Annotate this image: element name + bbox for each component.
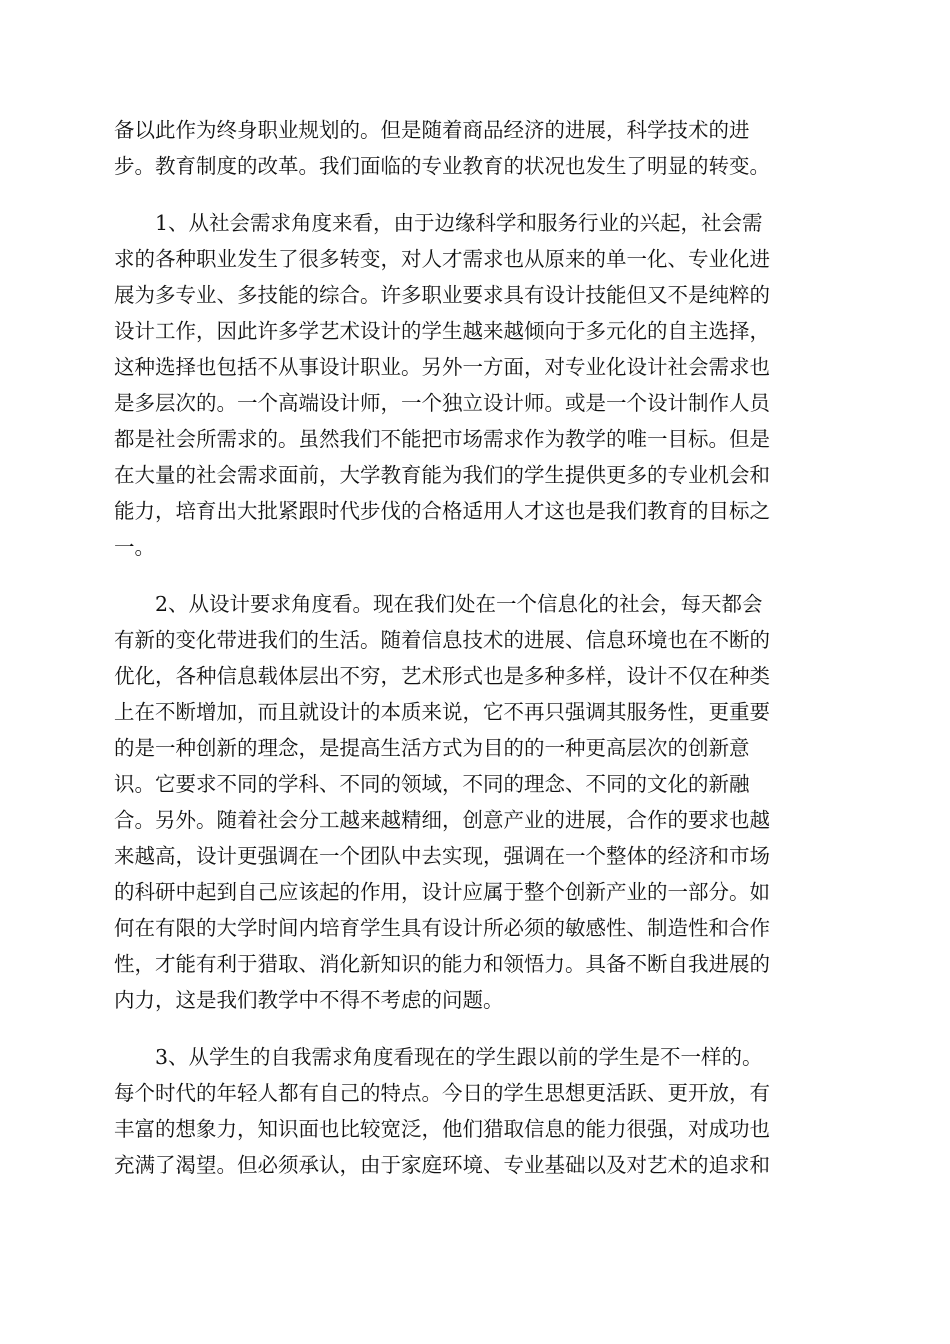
text-line: 合。另外。随着社会分工越来越精细，创意产业的进展，合作的要求也越 bbox=[114, 808, 770, 832]
document-body bbox=[114, 112, 836, 1183]
text-line: 何在有限的大学时间内培育学生具有设计所必须的敏感性、制造性和合作 bbox=[114, 916, 770, 940]
paragraph-design-requirements bbox=[114, 586, 836, 1018]
text-line: 在大量的社会需求面前，大学教育能为我们的学生提供更多的专业机会和 bbox=[114, 463, 770, 487]
text-line: 优化，各种信息载体层出不穷，艺术形式也是多种多样，设计不仅在种类 bbox=[114, 664, 770, 688]
text-line: 每个时代的年轻人都有自己的特点。今日的学生思想更活跃、更开放，有 bbox=[114, 1081, 770, 1105]
text-line: 步。教育制度的改革。我们面临的专业教育的状况也发生了明显的转变。 bbox=[114, 154, 770, 178]
text-line: 上在不断增加，而且就设计的本质来说，它不再只强调其服务性，更重要 bbox=[114, 700, 770, 724]
text-line: 识。它要求不同的学科、不同的领域，不同的理念、不同的文化的新融 bbox=[114, 772, 750, 796]
paragraph-social-demand bbox=[114, 205, 836, 565]
text-line: 求的各种职业发生了很多转变，对人才需求也从原来的单一化、专业化进 bbox=[114, 247, 770, 271]
text-line: 3、从学生的自我需求角度看现在的学生跟以前的学生是不一样的。 bbox=[155, 1045, 763, 1069]
text-line: 性，才能有利于猎取、消化新知识的能力和领悟力。具备不断自我进展的 bbox=[114, 952, 770, 976]
text-line: 充满了渴望。但必须承认，由于家庭环境、专业基础以及对艺术的追求和 bbox=[114, 1153, 770, 1177]
text-line: 能力，培育出大批紧跟时代步伐的合格适用人才这也是我们教育的目标之 bbox=[114, 499, 770, 523]
text-line: 展为多专业、多技能的综合。许多职业要求具有设计技能但又不是纯粹的 bbox=[114, 283, 770, 307]
text-line: 这种选择也包括不从事设计职业。另外一方面，对专业化设计社会需求也 bbox=[114, 355, 770, 379]
text-line: 丰富的想象力，知识面也比较宽泛，他们猎取信息的能力很强，对成功也 bbox=[114, 1117, 770, 1141]
text-line: 是多层次的。一个高端设计师，一个独立设计师。或是一个设计制作人员 bbox=[114, 391, 770, 415]
text-line: 1、从社会需求角度来看，由于边缘科学和服务行业的兴起，社会需 bbox=[155, 211, 763, 235]
text-line: 备以此作为终身职业规划的。但是随着商品经济的进展，科学技术的进 bbox=[114, 118, 750, 142]
paragraph-continuation bbox=[114, 112, 836, 184]
text-line: 2、从设计要求角度看。现在我们处在一个信息化的社会，每天都会 bbox=[155, 592, 763, 616]
text-line: 有新的变化带进我们的生活。随着信息技术的进展、信息环境也在不断的 bbox=[114, 628, 770, 652]
text-line: 设计工作，因此许多学艺术设计的学生越来越倾向于多元化的自主选择， bbox=[114, 319, 770, 343]
text-line: 一。 bbox=[114, 535, 155, 559]
text-line: 内力，这是我们教学中不得不考虑的问题。 bbox=[114, 988, 504, 1012]
text-line: 来越高，设计更强调在一个团队中去实现，强调在一个整体的经济和市场 bbox=[114, 844, 770, 868]
paragraph-student-needs bbox=[114, 1039, 836, 1183]
text-line: 都是社会所需求的。虽然我们不能把市场需求作为教学的唯一目标。但是 bbox=[114, 427, 770, 451]
text-line: 的是一种创新的理念，是提高生活方式为目的的一种更高层次的创新意 bbox=[114, 736, 750, 760]
text-line: 的科研中起到自己应该起的作用，设计应属于整个创新产业的一部分。如 bbox=[114, 880, 770, 904]
